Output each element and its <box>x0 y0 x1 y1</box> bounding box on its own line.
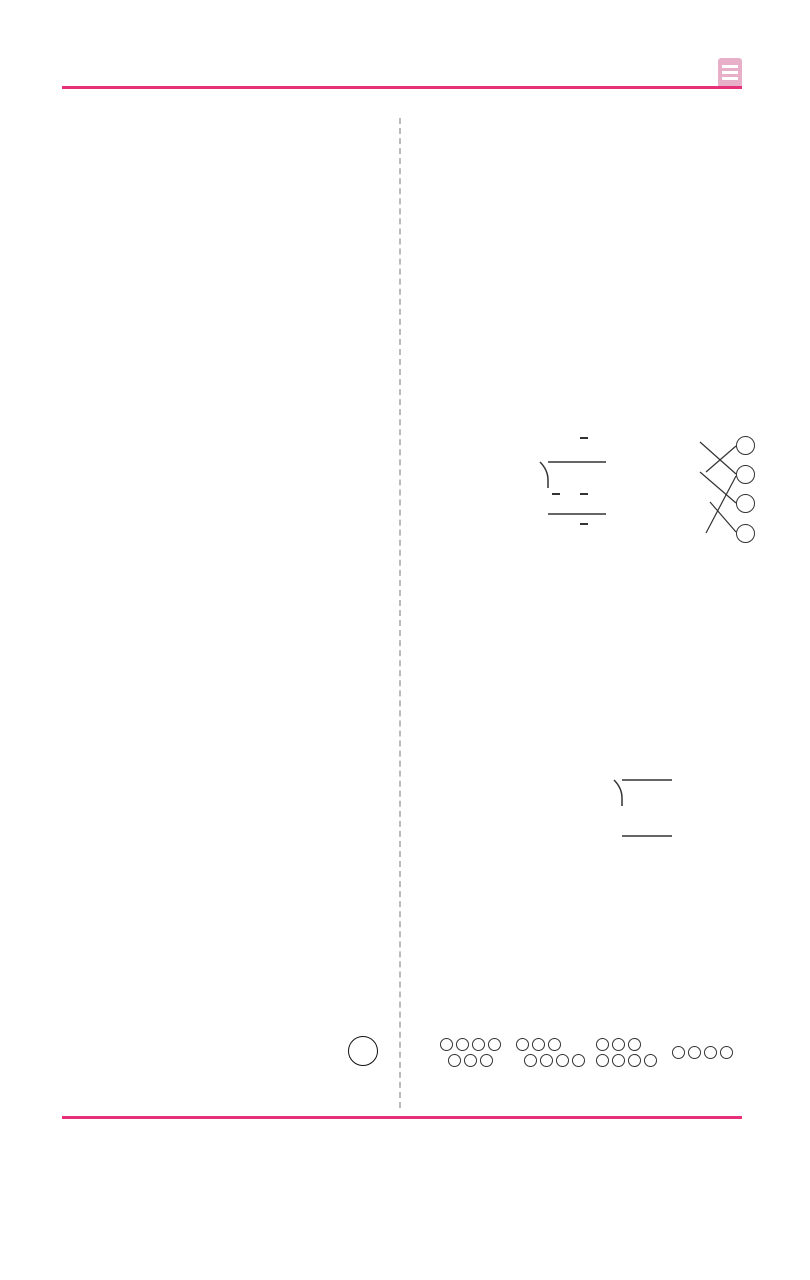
group1-dot <box>480 1054 493 1067</box>
group3-dot <box>612 1038 625 1051</box>
group1-dot <box>464 1054 477 1067</box>
group3-dot <box>644 1054 657 1067</box>
group3-dot <box>612 1054 625 1067</box>
group1-dot <box>456 1038 469 1051</box>
group2-dot <box>548 1038 561 1051</box>
group2-dot <box>556 1054 569 1067</box>
group2-dot <box>524 1054 537 1067</box>
group1-dot <box>440 1038 453 1051</box>
group3-dot <box>596 1038 609 1051</box>
group3-dot <box>628 1054 641 1067</box>
group1-dot <box>472 1038 485 1051</box>
group2-dot <box>540 1054 553 1067</box>
group3-dot <box>596 1054 609 1067</box>
group3-dot <box>628 1038 641 1051</box>
bottom-rule <box>62 1116 742 1119</box>
group1-dot <box>448 1054 461 1067</box>
leftover-dot <box>672 1046 685 1059</box>
leftover-dot <box>704 1046 717 1059</box>
group2-dot <box>572 1054 585 1067</box>
football-icon <box>348 1036 378 1066</box>
group2-dot <box>532 1038 545 1051</box>
group1-dot <box>488 1038 501 1051</box>
leftover-dot <box>720 1046 733 1059</box>
group2-dot <box>516 1038 529 1051</box>
leftover-dot <box>688 1046 701 1059</box>
